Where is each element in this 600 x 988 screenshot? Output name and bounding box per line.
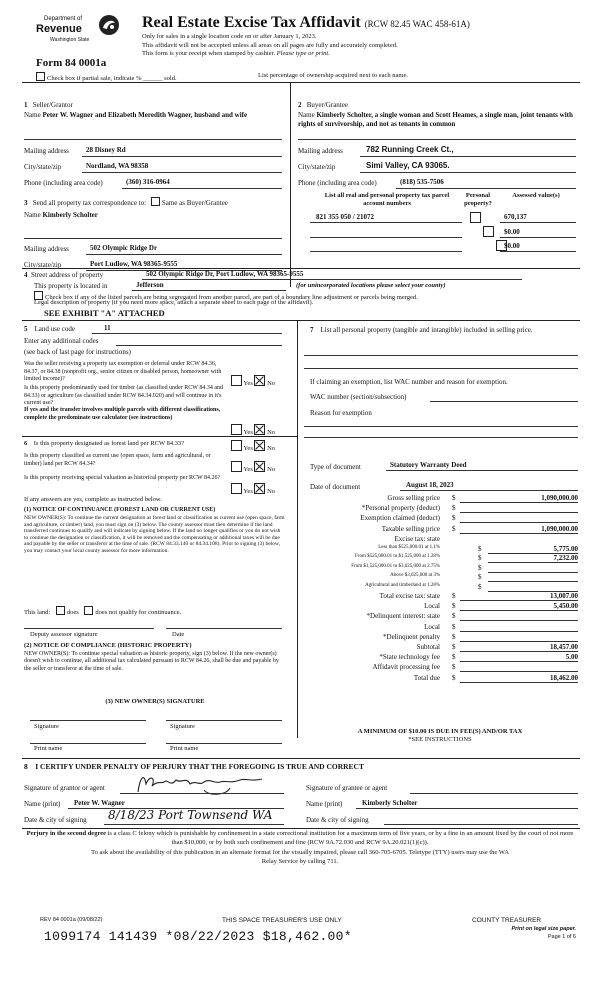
dollar-sign: $ — [452, 663, 456, 672]
seller-city-label: City/state/zip — [24, 163, 62, 171]
calc-row-value: 18,462.00 — [550, 673, 578, 682]
calc-row-label: *Personal property (deduct) — [361, 504, 440, 513]
calc-row-label: Total excise tax: state — [379, 592, 440, 600]
signature-label: Signature — [170, 723, 195, 730]
s6-q3-answer: Yes No — [231, 483, 275, 495]
dollar-sign: $ — [452, 504, 456, 513]
grantee-signature-label: Signature of grantee or agent — [306, 784, 388, 792]
calc-row-label: Subtotal — [416, 643, 440, 651]
personal-property-header: Personal property? — [464, 192, 492, 207]
does-checkbox[interactable] — [56, 606, 65, 615]
doc-date-label: Date of document — [310, 483, 361, 491]
grantor-date-label: Date & city of signing — [24, 816, 87, 824]
calc-row-label: Affidavit processing fee — [372, 663, 440, 672]
predominate-use-note: If yes and the transfer involves multiple parcels with different classifications, complete the predominate use calculator (see instructions) — [24, 407, 221, 421]
personal-property-checkbox[interactable] — [483, 226, 494, 237]
header-notes: Only for sales in a single location code on or after January 1, 2023. This affidavit will not be accepted unless all areas on all pages are fully and accurately completed. This form is your receipt when stamped by cashier. Please type or print. — [142, 33, 398, 57]
historic-question: Is this property receiving special valuation as historical property per RCW 84.26? — [24, 475, 221, 481]
tax-corr-heading: 3 Send all property tax correspondence to: Same as Buyer/Grantee — [24, 199, 228, 207]
legal-description-label: Legal description of property (if you need more space, attach a separate sheet to each page of the affidavit). — [34, 299, 314, 306]
personal-property-checkbox[interactable] — [470, 212, 481, 223]
calc-row-value: 5.00 — [565, 653, 578, 662]
personal-property-list: 7 List all personal property (tangible and intangible) included in selling price. — [310, 326, 533, 334]
buyer-city: Simi Valley, CA 93065. — [366, 161, 450, 170]
timber-question: Is this property predominantly used for timber (as classified under RCW 84.34 and 84.33) or agriculture (as classified under RCW 84.34.020) and will continue in it's current use? — [24, 385, 224, 406]
exemption-question: Was the seller receiving a property tax exemption or deferral under RCW 84.36, 84.37, or 84.38 (nonprofit org., senior citizen or disabled person, homeowner with limited income)? — [24, 361, 222, 382]
dollar-sign: $ — [452, 653, 456, 662]
seller-mail-label: Mailing address — [24, 147, 69, 155]
calc-row-value: 5,775.00 — [553, 545, 578, 553]
buyer-phone-label: Phone (including area code) — [298, 179, 377, 187]
calc-row-label: Above $3,025,000 at 3% — [390, 573, 440, 579]
calc-row-label: Excise tax: state — [394, 534, 440, 543]
dollar-sign: $ — [452, 514, 456, 523]
logo-state: Washington State — [50, 37, 90, 43]
minimum-due-note: A MINIMUM OF $10.00 IS DUE IN FEE(S) AND/OR TAX — [357, 728, 523, 735]
calc-row-value: 13,007.00 — [550, 592, 578, 600]
parcels-header: List all real and personal property tax parcel account numbers — [324, 192, 450, 207]
current-use-question: Is this property classified as current use (open space, farm and agricultural, or timber) land per RCW 84.34? — [24, 453, 211, 467]
buyer-mail-label: Mailing address — [298, 147, 343, 155]
seller-name: Name Peter W. Wagner and Elizabeth Meredith Wagner, husband and wife — [24, 111, 248, 119]
perjury-note: Perjury in the second degree is a class C felony which is punishable by confinement in a state correctional institution for a maximum term of five years, or by a fine in an amount fixed by the court of not more than $10,000, or by both such confinement and fine (RCW 9A.72.030 and RCW 9A.20.021(1)(c)). — [26, 830, 574, 846]
new-owner-signature-title: (3) NEW OWNER(S) SIGNATURE — [105, 698, 205, 705]
no-checkbox[interactable] — [254, 375, 265, 386]
see-instructions-note: *SEE INSTRUCTIONS — [408, 736, 472, 743]
grantor-signature-label: Signature of grantor or agent — [24, 784, 105, 792]
if-yes-note: If any answers are yes, complete as instructed below. — [24, 496, 162, 503]
buyer-city-label: City/state/zip — [298, 163, 336, 171]
county: Jefferson — [136, 281, 164, 289]
land-use-row: 5 Land use code — [24, 325, 75, 333]
no-checkbox[interactable] — [254, 483, 265, 494]
county-note: (for unincorporated locations please select your county) — [296, 282, 446, 289]
yes-checkbox[interactable] — [231, 440, 242, 451]
calc-row-value: 5,450.00 — [553, 602, 578, 611]
yes-checkbox[interactable] — [231, 424, 242, 435]
located-label: This property is located in — [34, 282, 108, 290]
tax-corr-city: Port Ludlow, WA 98365-9555 — [90, 260, 178, 268]
forest-question: 6 Is this property designated as forest land per RCW 84.33? — [24, 440, 185, 447]
land-use-code: 11 — [104, 324, 111, 332]
certify-statement: 8 I CERTIFY UNDER PENALTY OF PERJURY THAT THE FOREGOING IS TRUE AND CORRECT — [24, 762, 364, 771]
dollar-sign: $ — [452, 622, 456, 631]
page-number: Page 1 of 6 — [547, 934, 576, 940]
q2-answer: Yes No — [231, 424, 275, 436]
dollar-sign: $ — [478, 582, 482, 591]
calc-row-value: 1,090,000.00 — [541, 524, 578, 533]
calc-row-label: Less than $525,000.01 at 1.1% — [378, 545, 440, 550]
dollar-sign: $ — [478, 545, 482, 553]
no-checkbox[interactable] — [254, 461, 265, 472]
no-checkbox[interactable] — [254, 440, 265, 451]
exemption-instruction: If claiming an exemption, list WAC number and reason for exemption. — [310, 378, 508, 386]
tax-corr-mail: 502 Olympic Ridge Dr — [90, 244, 158, 252]
buyer-phone: (818) 535-7506 — [400, 178, 444, 186]
grantee-date-label: Date & city of signing — [306, 816, 369, 824]
segregated-row: Check box if any of the listed parcels are being segregated from another parcel, are part of a boundary line adjustment or parcels being merged. — [34, 291, 418, 301]
seller-mail: 28 Disney Rd — [86, 146, 126, 154]
dollar-sign: $ — [478, 573, 482, 582]
tax-corr-city-label: City/state/zip — [24, 261, 62, 269]
q1-answer: Yes No — [231, 375, 275, 387]
assessed-value: $0.00 — [504, 228, 520, 236]
calc-row-label: From $525,000.01 to $1,525,000 at 1.28% — [355, 554, 440, 560]
seller-heading: 1 Seller/Grantor — [24, 101, 73, 109]
calc-row-label: Agricultural and timberland at 1.28% — [365, 582, 440, 588]
revenue-logo — [36, 12, 122, 46]
partial-sale-row: Check box if partial sale, indicate % ______ sold. — [36, 72, 177, 82]
dollar-sign: $ — [452, 643, 456, 651]
s6-q2-answer: Yes No — [231, 461, 275, 473]
calc-row-label: From $1,525,000.01 to $3,025,000 at 2.75% — [351, 563, 440, 569]
calc-row-value: 1,090,000.00 — [541, 494, 578, 502]
street-row: 4 Street address of property — [24, 271, 104, 279]
dollar-sign: $ — [478, 563, 482, 572]
yes-checkbox[interactable] — [231, 461, 242, 472]
notice-compliance-text: NEW OWNER(S): To continue special valuation as historic property, sign (3) below. If the new owner(s) doesn't wish to continue, all additional tax calculated pursuant to RCW 84.26, shall be due and payable by the seller or transferor at the time of sale. — [24, 651, 279, 672]
dollar-sign: $ — [452, 673, 456, 682]
seller-phone-label: Phone (including area code) — [24, 179, 103, 187]
dollar-sign: $ — [452, 632, 456, 641]
calc-row-label: Total due — [413, 673, 440, 682]
grantor-date-city: 8/18/23 Port Townsend WA — [108, 808, 273, 822]
reason-label: Reason for exemption — [310, 409, 372, 417]
treasurer-receipt-stamp: 1099174 141439 *08/22/2023 $18,462.00* — [44, 929, 352, 944]
dollar-sign: $ — [478, 554, 482, 563]
dollar-sign: $ — [452, 524, 456, 533]
buyer-mail: 782 Running Creek Ct., — [366, 145, 454, 154]
dollar-sign: $ — [452, 494, 456, 502]
grantor-name-label: Name (print) — [24, 800, 61, 808]
grantee-name-label: Name (print) — [306, 800, 343, 808]
assessed-value: 670,137 — [504, 213, 527, 221]
calc-row-label: *Delinquent interest: state — [366, 612, 440, 621]
partial-sale-checkbox[interactable] — [36, 72, 45, 81]
calc-row-label: Gross selling price — [387, 494, 440, 502]
calc-row-label: Local — [424, 602, 440, 611]
logo-name: Revenue — [36, 23, 82, 35]
doc-date: August 18, 2023 — [406, 481, 454, 489]
parcel-number: 821 355 050 / 21072 — [316, 213, 374, 221]
dollar-sign: $ — [452, 592, 456, 600]
form-number: Form 84 0001a — [36, 57, 107, 69]
exhibit-a: SEE EXHIBIT "A" ATTACHED — [44, 308, 165, 318]
same-as-buyer-checkbox[interactable] — [151, 197, 160, 206]
no-checkbox[interactable] — [254, 424, 265, 435]
yes-checkbox[interactable] — [231, 483, 242, 494]
print-name-label: Print name — [170, 745, 199, 752]
revenue-swirl-icon — [98, 14, 120, 36]
treasurer-space-label: THIS SPACE TREASURER'S USE ONLY — [222, 917, 342, 924]
buyer-name: Name Kimberly Scholter, a single woman and Scott Heames, a single man, joint tenants with rights of survivorship, and not as tenants in common — [298, 111, 573, 128]
tax-corr-name: Name Kimberly Scholter — [24, 211, 98, 219]
calc-row-label: Taxable selling price — [381, 524, 440, 533]
s6-q1-answer: Yes No — [231, 440, 275, 452]
legal-paper-note: Print on legal size paper. — [511, 926, 576, 932]
doc-type-label: Type of document — [310, 463, 361, 471]
signature-label: Signature — [34, 723, 59, 730]
calc-row-value: 18,457.00 — [550, 643, 578, 651]
county-treasurer-label: COUNTY TREASURER — [472, 917, 542, 924]
dollar-sign: $ — [452, 602, 456, 611]
this-land-row: This land: does does not qualify for continuance. — [24, 606, 181, 616]
buyer-heading: 2 Buyer/Grantee — [298, 101, 348, 109]
tax-corr-mail-label: Mailing address — [24, 245, 69, 253]
notice-continuance-title: (1) NOTICE OF CONTINUANCE (FOREST LAND OR CURRENT USE) — [24, 507, 216, 513]
property-street: 502 Olympic Ridge Dr, Port Ludlow, WA 98365-9555 — [146, 270, 304, 278]
calc-row-label: Local — [424, 622, 440, 631]
seller-city: Nordland, WA 98358 — [86, 162, 149, 170]
notice-compliance-title: (2) NOTICE OF COMPLIANCE (HISTORIC PROPERTY) — [24, 642, 192, 649]
calc-row-label: *Delinquent penalty — [383, 632, 440, 641]
calc-row-label: *State technology fee — [379, 653, 440, 662]
see-back-note: (see back of last page for instructions) — [24, 348, 131, 356]
does-not-checkbox[interactable] — [84, 606, 93, 615]
calc-row-value: 7,232.00 — [553, 554, 578, 563]
assessed-header: Assessed value(s) — [512, 192, 560, 199]
seller-phone: (360) 316-0964 — [126, 178, 170, 186]
grantor-name: Peter W. Wagner — [74, 799, 125, 807]
notice-continuance-text: NEW OWNER(S): To continue the current designation as forest land or classification as current use (open space, farm and agriculture, or timber) land, you must sign on (3) below. The county assessor must then determine if the land transferred continues to qualify and will indicate by signing below. If the land no longer qualifies or you do not wish to continue the designation or classification, it will be removed and the compensating or additional taxes will be due and payable by the seller or transferor at the time of sale. (RCW 84.33.140 or 84.34.108). Prior to signing (3) below, you may contact your local county assessor for more information. — [24, 515, 285, 554]
dollar-sign: $ — [452, 612, 456, 621]
assessed-value: $0.00 — [504, 242, 520, 250]
deputy-date-label: Date — [172, 631, 185, 638]
form-title: Real Estate Excise Tax Affidavit (RCW 82.45 WAC 458-61A) — [142, 14, 470, 31]
ownership-note: List percentage of ownership acquired next to each name. — [258, 72, 408, 79]
wac-label: WAC number (section/subsection) — [310, 393, 407, 401]
print-name-label: Print name — [34, 745, 63, 752]
calc-row-label: Exemption claimed (deduct) — [360, 514, 440, 523]
additional-codes-label: Enter any additional codes — [24, 337, 99, 345]
deputy-signature-label: Deputy assessor signature — [30, 631, 98, 638]
doc-type: Statutory Warranty Deed — [390, 461, 467, 469]
logo-dept: Department of — [44, 16, 83, 22]
grantee-name: Kimberly Scholter — [362, 799, 418, 807]
alt-format-note: To ask about the availability of this publication in an alternate format for the visually impaired, please call 360-705-6705. Teletype (TTY) users may use the WA Relay Service by calling 711. — [91, 849, 509, 865]
revision-label: REV 84 0001a (09/08/22) — [40, 917, 103, 923]
